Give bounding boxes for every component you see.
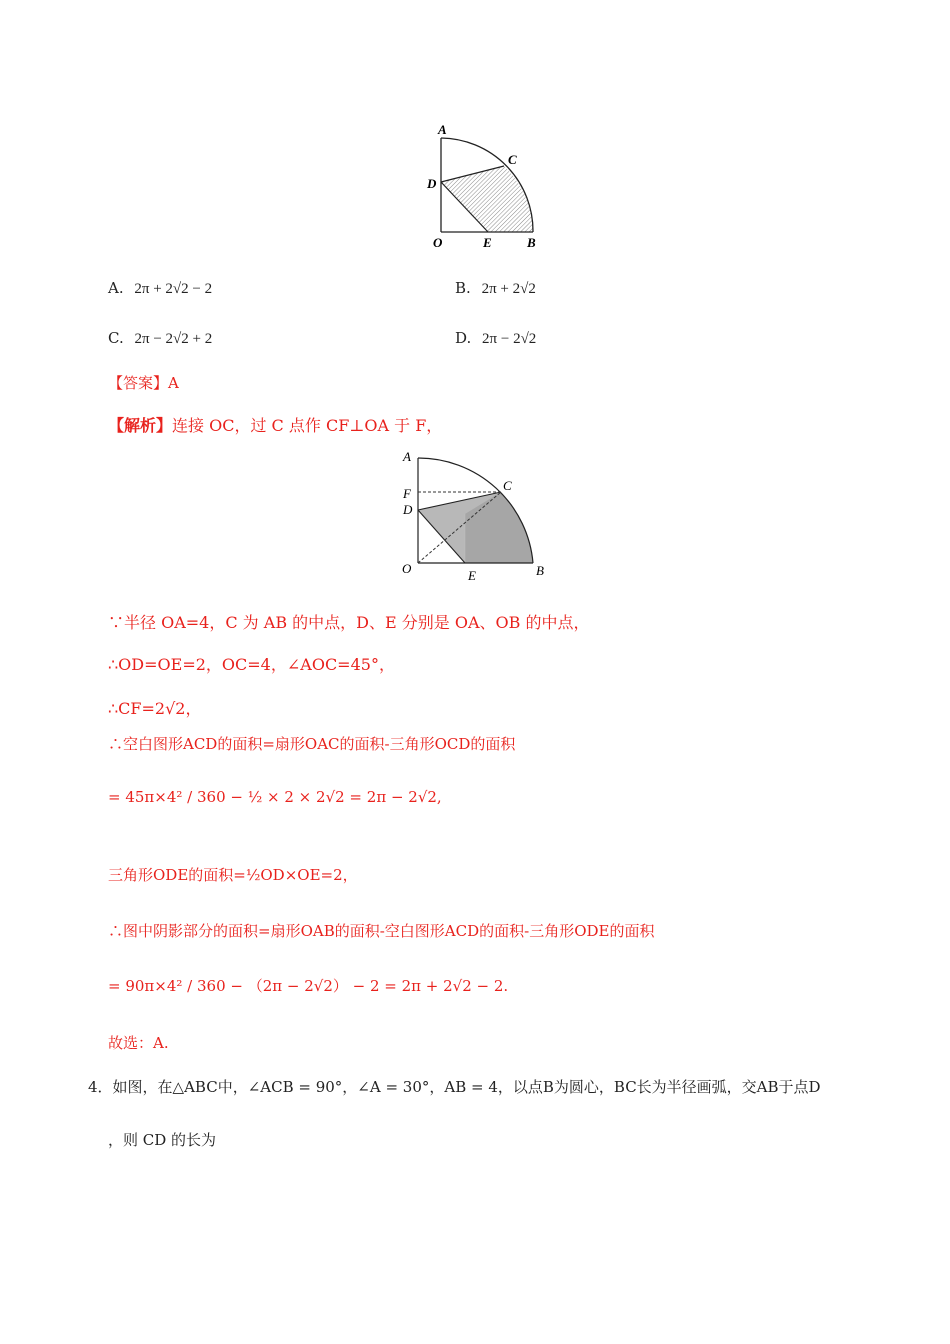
option-c-letter: C. bbox=[108, 329, 124, 347]
question-text-1: 如图，在△ABC中，∠ACB = 90°，∠A = 30°，AB = 4，以点B为圆心，BC长为半径画弧，交AB于点D bbox=[112, 1078, 821, 1096]
label-C: C bbox=[503, 478, 512, 493]
step-1: ∵半径 OA=4，C 为 AB 的中点，D、E 分别是 OA、OB 的中点， bbox=[108, 613, 590, 632]
step-2: ∴OD=OE=2，OC=4，∠AOC=45°， bbox=[108, 655, 395, 674]
label-B: B bbox=[527, 235, 536, 250]
question-number: 4． bbox=[88, 1078, 113, 1096]
answer-value: A bbox=[168, 374, 179, 392]
step-9: 故选：A. bbox=[108, 1034, 169, 1052]
option-b-letter: B. bbox=[455, 279, 471, 297]
label-O: O bbox=[402, 561, 412, 576]
step-4: ∴空白图形ACD的面积=扇形OAC的面积-三角形OCD的面积 bbox=[108, 735, 516, 753]
step-3: ∴CF=2√2， bbox=[108, 699, 202, 718]
question-4-line-2: ，则 CD 的长为 bbox=[108, 1131, 217, 1149]
option-a-expr: 2π + 2√2 − 2 bbox=[134, 281, 213, 297]
label-B: B bbox=[536, 563, 544, 578]
label-E: E bbox=[468, 568, 476, 583]
label-A: A bbox=[438, 122, 447, 137]
label-F: F bbox=[403, 486, 411, 501]
label-E: E bbox=[483, 235, 492, 250]
option-b-expr: 2π + 2√2 bbox=[481, 281, 536, 297]
step-8: = 90π×4² / 360 − （2π − 2√2） − 2 = 2π + 2√2 − 2. bbox=[108, 977, 509, 995]
option-d-letter: D. bbox=[455, 329, 472, 347]
analysis-intro bbox=[108, 413, 442, 436]
answer-line bbox=[108, 372, 179, 393]
shaded-region bbox=[441, 166, 533, 232]
figure-2 bbox=[395, 444, 555, 584]
label-D: D bbox=[403, 502, 413, 517]
option-d bbox=[455, 329, 536, 348]
option-b bbox=[455, 279, 536, 298]
label-A: A bbox=[403, 449, 411, 464]
answer-tag: 【答案】 bbox=[108, 374, 169, 392]
analysis-tag: 【解析】 bbox=[108, 416, 173, 435]
label-C: C bbox=[508, 152, 517, 167]
option-c bbox=[108, 329, 212, 348]
step-7: ∴图中阴影部分的面积=扇形OAB的面积-空白图形ACD的面积-三角形ODE的面积 bbox=[108, 922, 655, 940]
option-d-expr: 2π − 2√2 bbox=[482, 331, 537, 347]
label-O: O bbox=[433, 235, 443, 250]
option-a-letter: A. bbox=[108, 279, 124, 297]
analysis-text: 连接 OC，过 C 点作 CF⊥OA 于 F， bbox=[172, 416, 443, 435]
step-5: = 45π×4² / 360 − ½ × 2 × 2√2 = 2π − 2√2, bbox=[108, 788, 442, 806]
option-c-expr: 2π − 2√2 + 2 bbox=[134, 331, 213, 347]
label-D: D bbox=[427, 176, 437, 191]
step-6: 三角形ODE的面积=½OD×OE=2， bbox=[108, 866, 358, 884]
option-a bbox=[108, 279, 212, 298]
figure-1 bbox=[420, 120, 550, 255]
question-4-line-1 bbox=[88, 1076, 821, 1097]
